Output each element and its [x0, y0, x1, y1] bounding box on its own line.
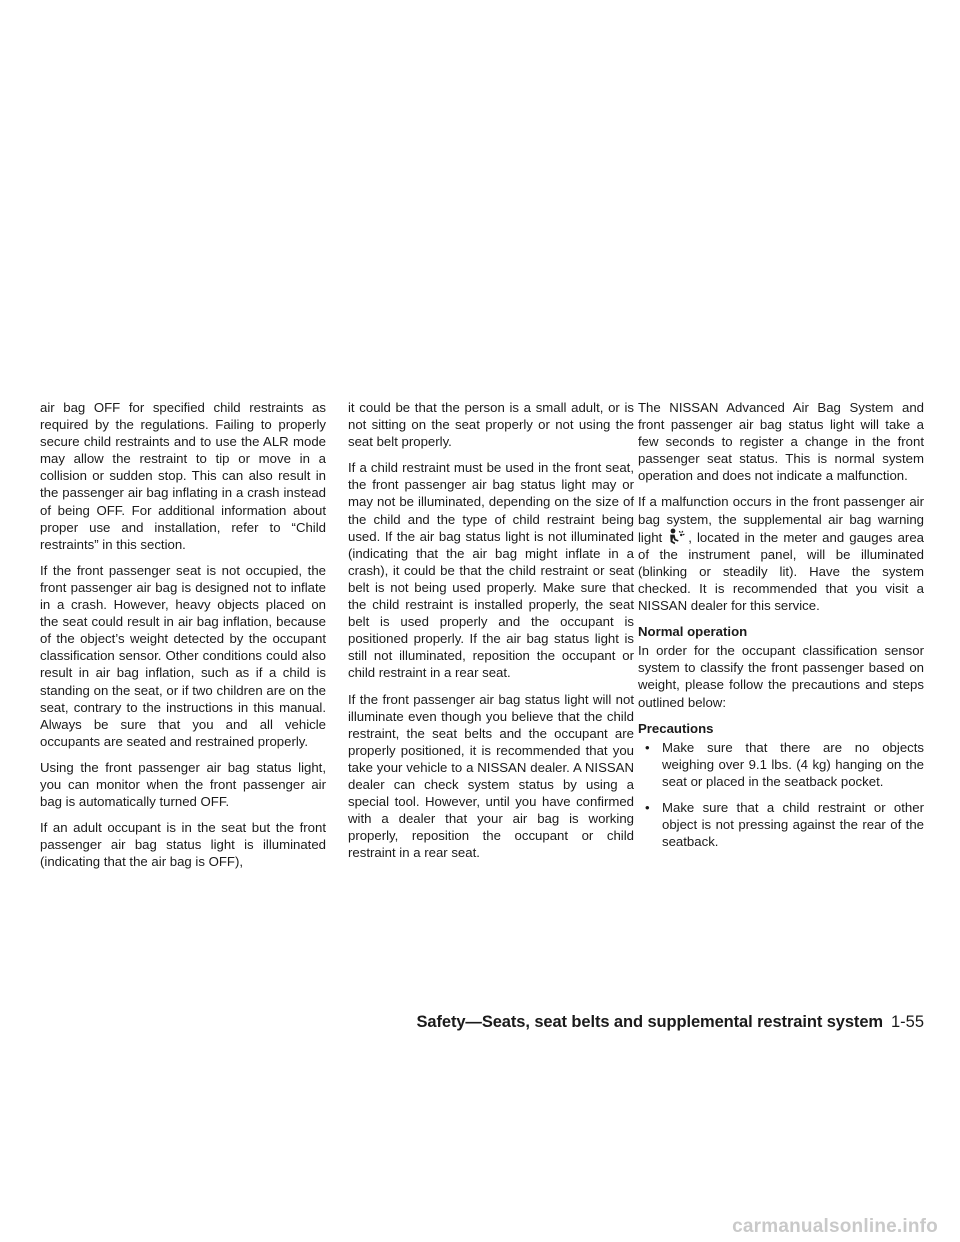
- bullet-icon: •: [645, 799, 650, 815]
- paragraph-text-after-icon: , located in the meter and gauges area of the instrument panel, will be illuminated (blinking or steadily lit). Have the system checked. It is recommended that you visit a NISSAN dealer for this service.: [638, 529, 924, 614]
- text-column-right: [638, 399, 924, 859]
- paragraph-text-before-icon: If a malfunction occurs in the front passenger air bag system, the supplemental air bag warning light: [638, 494, 924, 545]
- watermark: carmanualsonline.info: [732, 1216, 938, 1237]
- paragraph: Using the front passenger air bag status light, you can monitor when the front passenger air bag is automatically turned OFF.: [40, 759, 326, 810]
- paragraph: If a child restraint must be used in the front seat, the front passenger air bag status light may or may not be illuminated, depending on the size of the child and the type of child restraint being used. If the air bag status light is not illuminated (indicating that the air bag might inflate in a crash), it could be that the child restraint or seat belt is not being used properly. Make sure that the child restraint is installed properly, the seat belt is used properly and the occupant is positioned properly. If the air bag status light is still not illuminated, reposition the occupant or child restraint in a rear seat.: [348, 460, 634, 681]
- airbag-warning-icon: [666, 528, 686, 546]
- paragraph: If the front passenger air bag status light will not illuminate even though you believe that the child restraint, the seat belts and the occupant are properly positioned, it is recommended that you take your vehicle to a NISSAN dealer. A NISSAN dealer can check system status by using a special tool. However, until you have confirmed with a dealer that your air bag is working properly, reposition the occupant or child restraint in a rear seat.: [348, 691, 634, 861]
- paragraph: If an adult occupant is in the seat but the front passenger air bag status light is illuminated (indicating that the air bag is OFF),: [40, 820, 326, 870]
- text-column-middle: [348, 399, 634, 870]
- text-column-left: [40, 399, 326, 879]
- precautions-list: [638, 739, 924, 851]
- paragraph: In order for the occupant classification sensor system to classify the front passenger based on weight, please follow the precautions and steps outlined below:: [638, 643, 924, 710]
- heading-normal-operation: Normal operation: [638, 624, 748, 640]
- paragraph: If the front passenger seat is not occupied, the front passenger air bag is designed not to inflate in a crash. However, heavy objects placed on the seat could result in air bag inflation, because of the object’s weight detected by the occupant classification sensor. Other conditions could also result in air bag inflation, such as if a child is standing on the seat, or if two children are on the seat, contrary to the instructions in this manual. Always be sure that you and all vehicle occupants are seated and restrained properly.: [40, 562, 326, 749]
- page-number: 1-55: [890, 1013, 924, 1031]
- paragraph: air bag OFF for specified child restraints as required by the regulations. Failing to properly secure child restraints and to use the ALR mode may allow the restraint to tip or move in a collision or sudden stop. This can also result in the passenger air bag inflating in a crash instead of being OFF. For additional information about proper use and installation, refer to “Child restraints” in this section.: [40, 400, 326, 552]
- section-title: Safety—Seats, seat belts and supplemental restraint system: [416, 1013, 883, 1031]
- bullet-icon: •: [645, 739, 650, 755]
- heading-precautions: Precautions: [638, 720, 714, 736]
- list-item-text: Make sure that there are no objects weighing over 9.1 lbs. (4 kg) hanging on the seat or placed in the seatback pocket.: [662, 739, 924, 789]
- list-item-text: Make sure that a child restraint or other object is not pressing against the rear of the seatback.: [662, 799, 924, 850]
- paragraph: it could be that the person is a small adult, or is not sitting on the seat properly or not using the seat belt properly.: [348, 400, 634, 450]
- list-item: [638, 799, 924, 850]
- page-footer: [417, 1013, 925, 1032]
- list-item: [638, 739, 924, 790]
- paragraph: The NISSAN Advanced Air Bag System and front passenger air bag status light will take a few seconds to register a change in the front passenger seat status. This is normal system operation and does not indicate a malfunction.: [638, 400, 924, 484]
- paragraph-warning-light: [638, 493, 924, 614]
